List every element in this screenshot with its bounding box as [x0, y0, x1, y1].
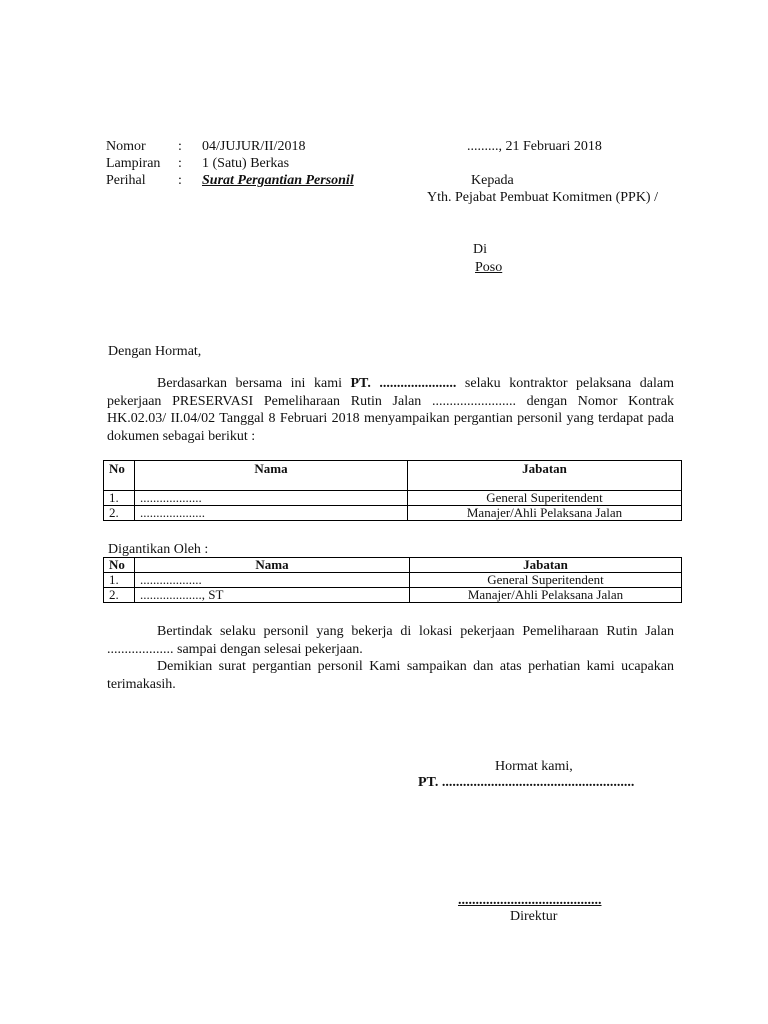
table-header-row	[104, 558, 682, 573]
nomor-colon: :	[178, 139, 182, 154]
row-nama: ..................., ST	[135, 588, 410, 603]
personnel-table-replacement	[103, 557, 682, 603]
row-no: 2.	[104, 588, 135, 603]
replaced-by-label: Digantikan Oleh :	[108, 542, 209, 557]
assignment-text: Bertindak selaku personil yang bekerja di lokasi pekerjaan Pemeliharaan Rutin Jalan ................... sampai dengan selesai pekerjaan.	[107, 624, 674, 657]
nomor-label: Nomor	[106, 139, 146, 154]
table-row	[104, 573, 682, 588]
signature-line: .........................................	[458, 893, 602, 908]
header-nama: Nama	[135, 558, 410, 573]
recipient-yth: Yth. Pejabat Pembuat Komitmen (PPK) /	[427, 190, 658, 205]
perihal-value: Surat Pergantian Personil	[202, 173, 354, 188]
salutation: Dengan Hormat,	[108, 344, 202, 359]
table-header-row	[104, 461, 682, 491]
row-no: 1.	[104, 491, 135, 506]
row-nama: ...................	[135, 491, 408, 506]
perihal-label: Perihal	[106, 173, 146, 188]
table-row	[104, 588, 682, 603]
paragraph-closing	[107, 658, 674, 693]
paragraph-assignment	[107, 623, 674, 658]
table-row	[104, 491, 682, 506]
header-jabatan: Jabatan	[408, 461, 682, 491]
personnel-table-current	[103, 460, 682, 521]
header-jabatan: Jabatan	[410, 558, 682, 573]
perihal-colon: :	[178, 173, 182, 188]
header-nama: Nama	[135, 461, 408, 491]
table-row	[104, 506, 682, 521]
recipient-kepada: Kepada	[471, 173, 514, 188]
intro-text-end: selaku kontraktor pelaksana dalam pekerjaan PRESERVASI Pemeliharaan Rutin Jalan ........................ dengan Nomor Kontrak HK.02.03/ II.04/02 Tanggal 8 Februari 2018 menyampaikan pergantian personil yang terdapat pada dokumen sebagai berikut :	[107, 376, 674, 444]
recipient-place: Poso	[475, 260, 503, 275]
row-jabatan: General Superitendent	[410, 573, 682, 588]
closing-company: PT. .......................................................	[418, 775, 635, 790]
row-jabatan: Manajer/Ahli Pelaksana Jalan	[408, 506, 682, 521]
lampiran-colon: :	[178, 156, 182, 171]
lampiran-label: Lampiran	[106, 156, 161, 171]
paragraph-intro	[107, 375, 674, 445]
row-nama: ....................	[135, 506, 408, 521]
header-no: No	[104, 558, 135, 573]
row-no: 2.	[104, 506, 135, 521]
header-no: No	[104, 461, 135, 491]
intro-text-start: Berdasarkan bersama ini kami	[157, 376, 351, 391]
letter-date: ........., 21 Februari 2018	[467, 139, 602, 154]
row-jabatan: Manajer/Ahli Pelaksana Jalan	[410, 588, 682, 603]
signatory-title: Direktur	[510, 909, 558, 924]
closing-text: Demikian surat pergantian personil Kami sampaikan dan atas perhatian kami ucapakan terimakasih.	[107, 659, 674, 692]
regards: Hormat kami,	[495, 759, 573, 774]
lampiran-value: 1 (Satu) Berkas	[202, 156, 290, 171]
row-jabatan: General Superitendent	[408, 491, 682, 506]
intro-company: PT. ......................	[350, 376, 457, 391]
recipient-di: Di	[473, 242, 487, 257]
row-nama: ...................	[135, 573, 410, 588]
nomor-value: 04/JUJUR/II/2018	[202, 139, 306, 154]
row-no: 1.	[104, 573, 135, 588]
